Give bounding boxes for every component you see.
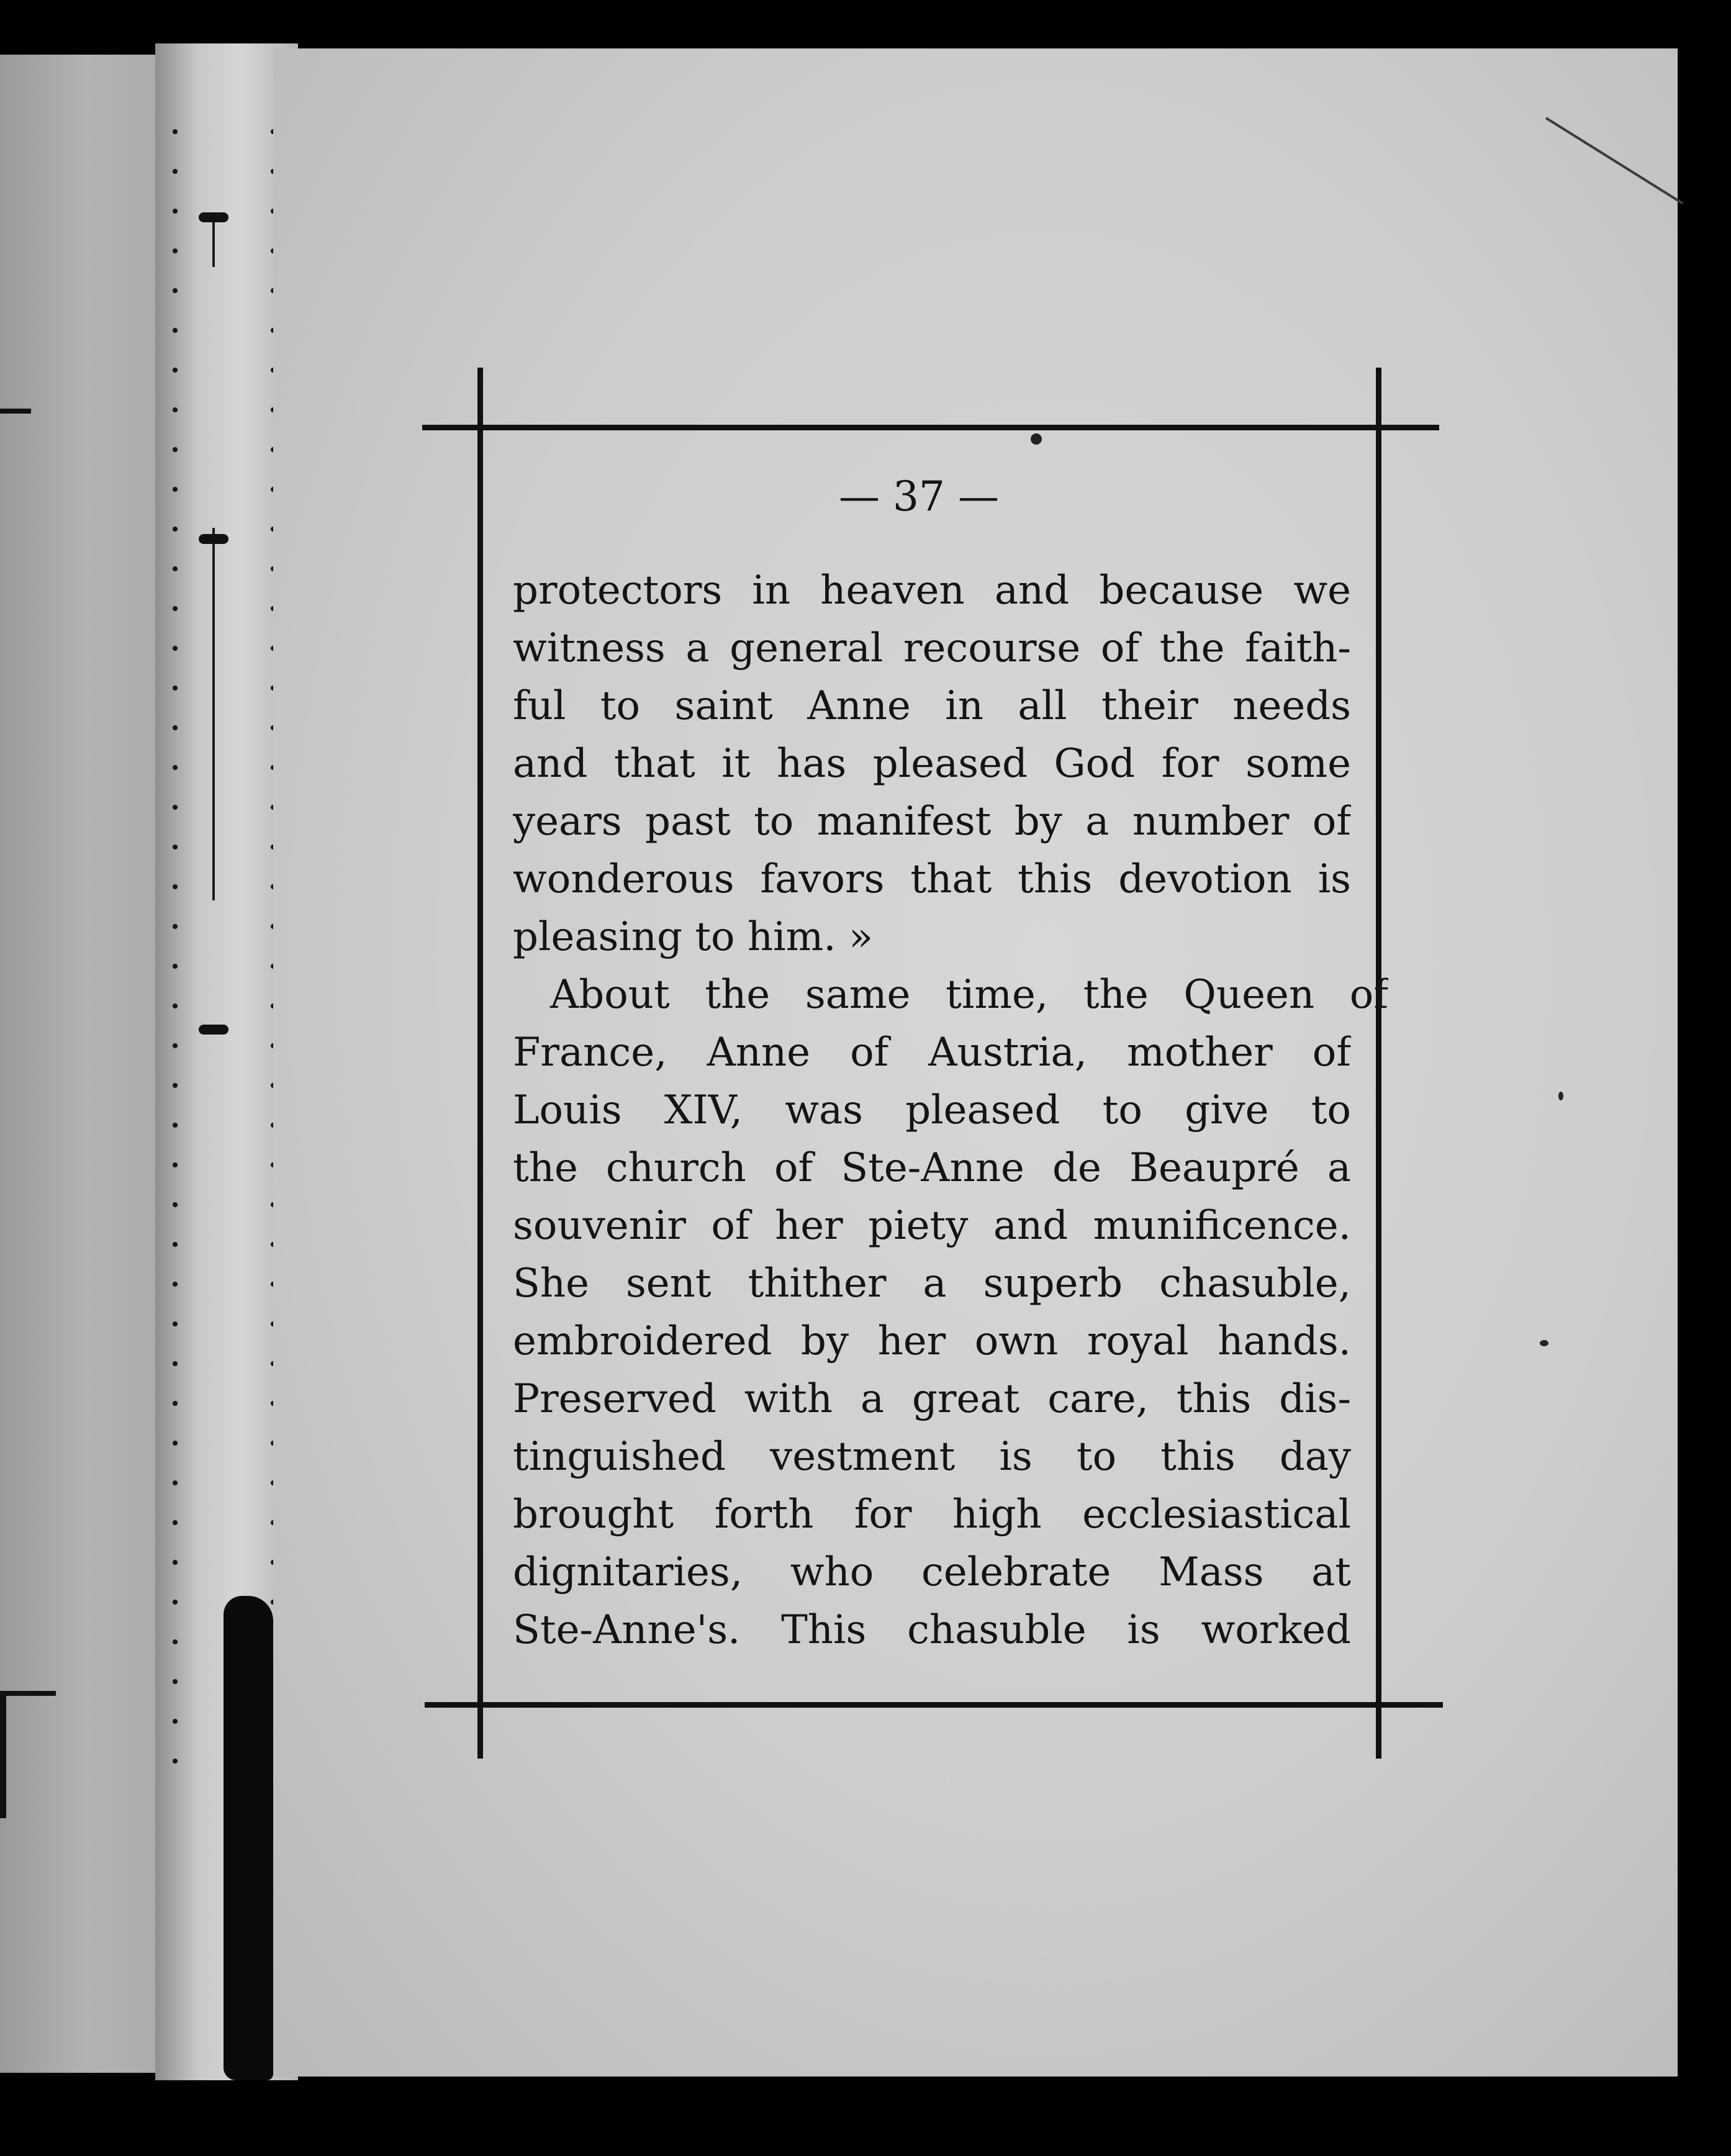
- text-line: ful to saint Anne in all their needs: [513, 683, 1351, 729]
- text-line: Ste-Anne's. This chasuble is worked: [513, 1607, 1351, 1653]
- binding-knot: [199, 1025, 228, 1035]
- page-text: [513, 562, 1388, 1659]
- binding-thread: [212, 217, 215, 267]
- text-line: protectors in heaven and because we: [513, 568, 1351, 614]
- page-crease: [1545, 117, 1684, 204]
- frame-left-rule: [477, 368, 483, 1759]
- text-line: pleasing to him. »: [513, 914, 874, 960]
- text-line: witness a general recourse of the faith-: [513, 625, 1351, 671]
- text-line: Preserved with a great care, this dis-: [513, 1376, 1351, 1422]
- ink-fleck: [1540, 1340, 1548, 1346]
- ink-fleck: [1558, 1092, 1563, 1100]
- text-line: dignitaries, who celebrate Mass at: [513, 1549, 1351, 1595]
- previous-page-rule: [0, 1691, 56, 1696]
- page-number: — 37 —: [839, 473, 999, 520]
- text-line: wonderous favors that this devotion is: [513, 856, 1351, 902]
- text-line: brought forth for high ecclesiastical: [513, 1492, 1351, 1538]
- text-line: Louis XIV, was pleased to give to: [513, 1087, 1351, 1133]
- stitching-holes: [169, 112, 181, 1788]
- previous-page-rule: [0, 409, 31, 414]
- text-line: and that it has pleased God for some: [513, 741, 1351, 787]
- previous-page-rule: [0, 1694, 6, 1818]
- text-line: the church of Ste-Anne de Beaupré a: [513, 1145, 1351, 1191]
- binding-knot: [199, 534, 228, 544]
- frame-right-rule: [1376, 368, 1381, 1759]
- torn-spine: [224, 1596, 273, 2080]
- text-line: tinguished vestment is to this day: [513, 1434, 1351, 1480]
- text-line: embroidered by her own royal hands.: [513, 1318, 1351, 1364]
- text-line: souvenir of her piety and munificence.: [513, 1203, 1351, 1249]
- frame-top-rule: [422, 425, 1439, 430]
- text-line: About the same time, the Queen of: [550, 972, 1388, 1018]
- text-line: She sent thither a superb chasuble,: [513, 1261, 1351, 1307]
- binding-knot: [199, 212, 228, 222]
- text-line: years past to manifest by a number of: [513, 799, 1351, 845]
- ink-fleck: [1031, 433, 1042, 445]
- text-line: France, Anne of Austria, mother of: [513, 1030, 1351, 1076]
- binding-thread: [212, 528, 215, 900]
- frame-bottom-rule: [425, 1702, 1443, 1708]
